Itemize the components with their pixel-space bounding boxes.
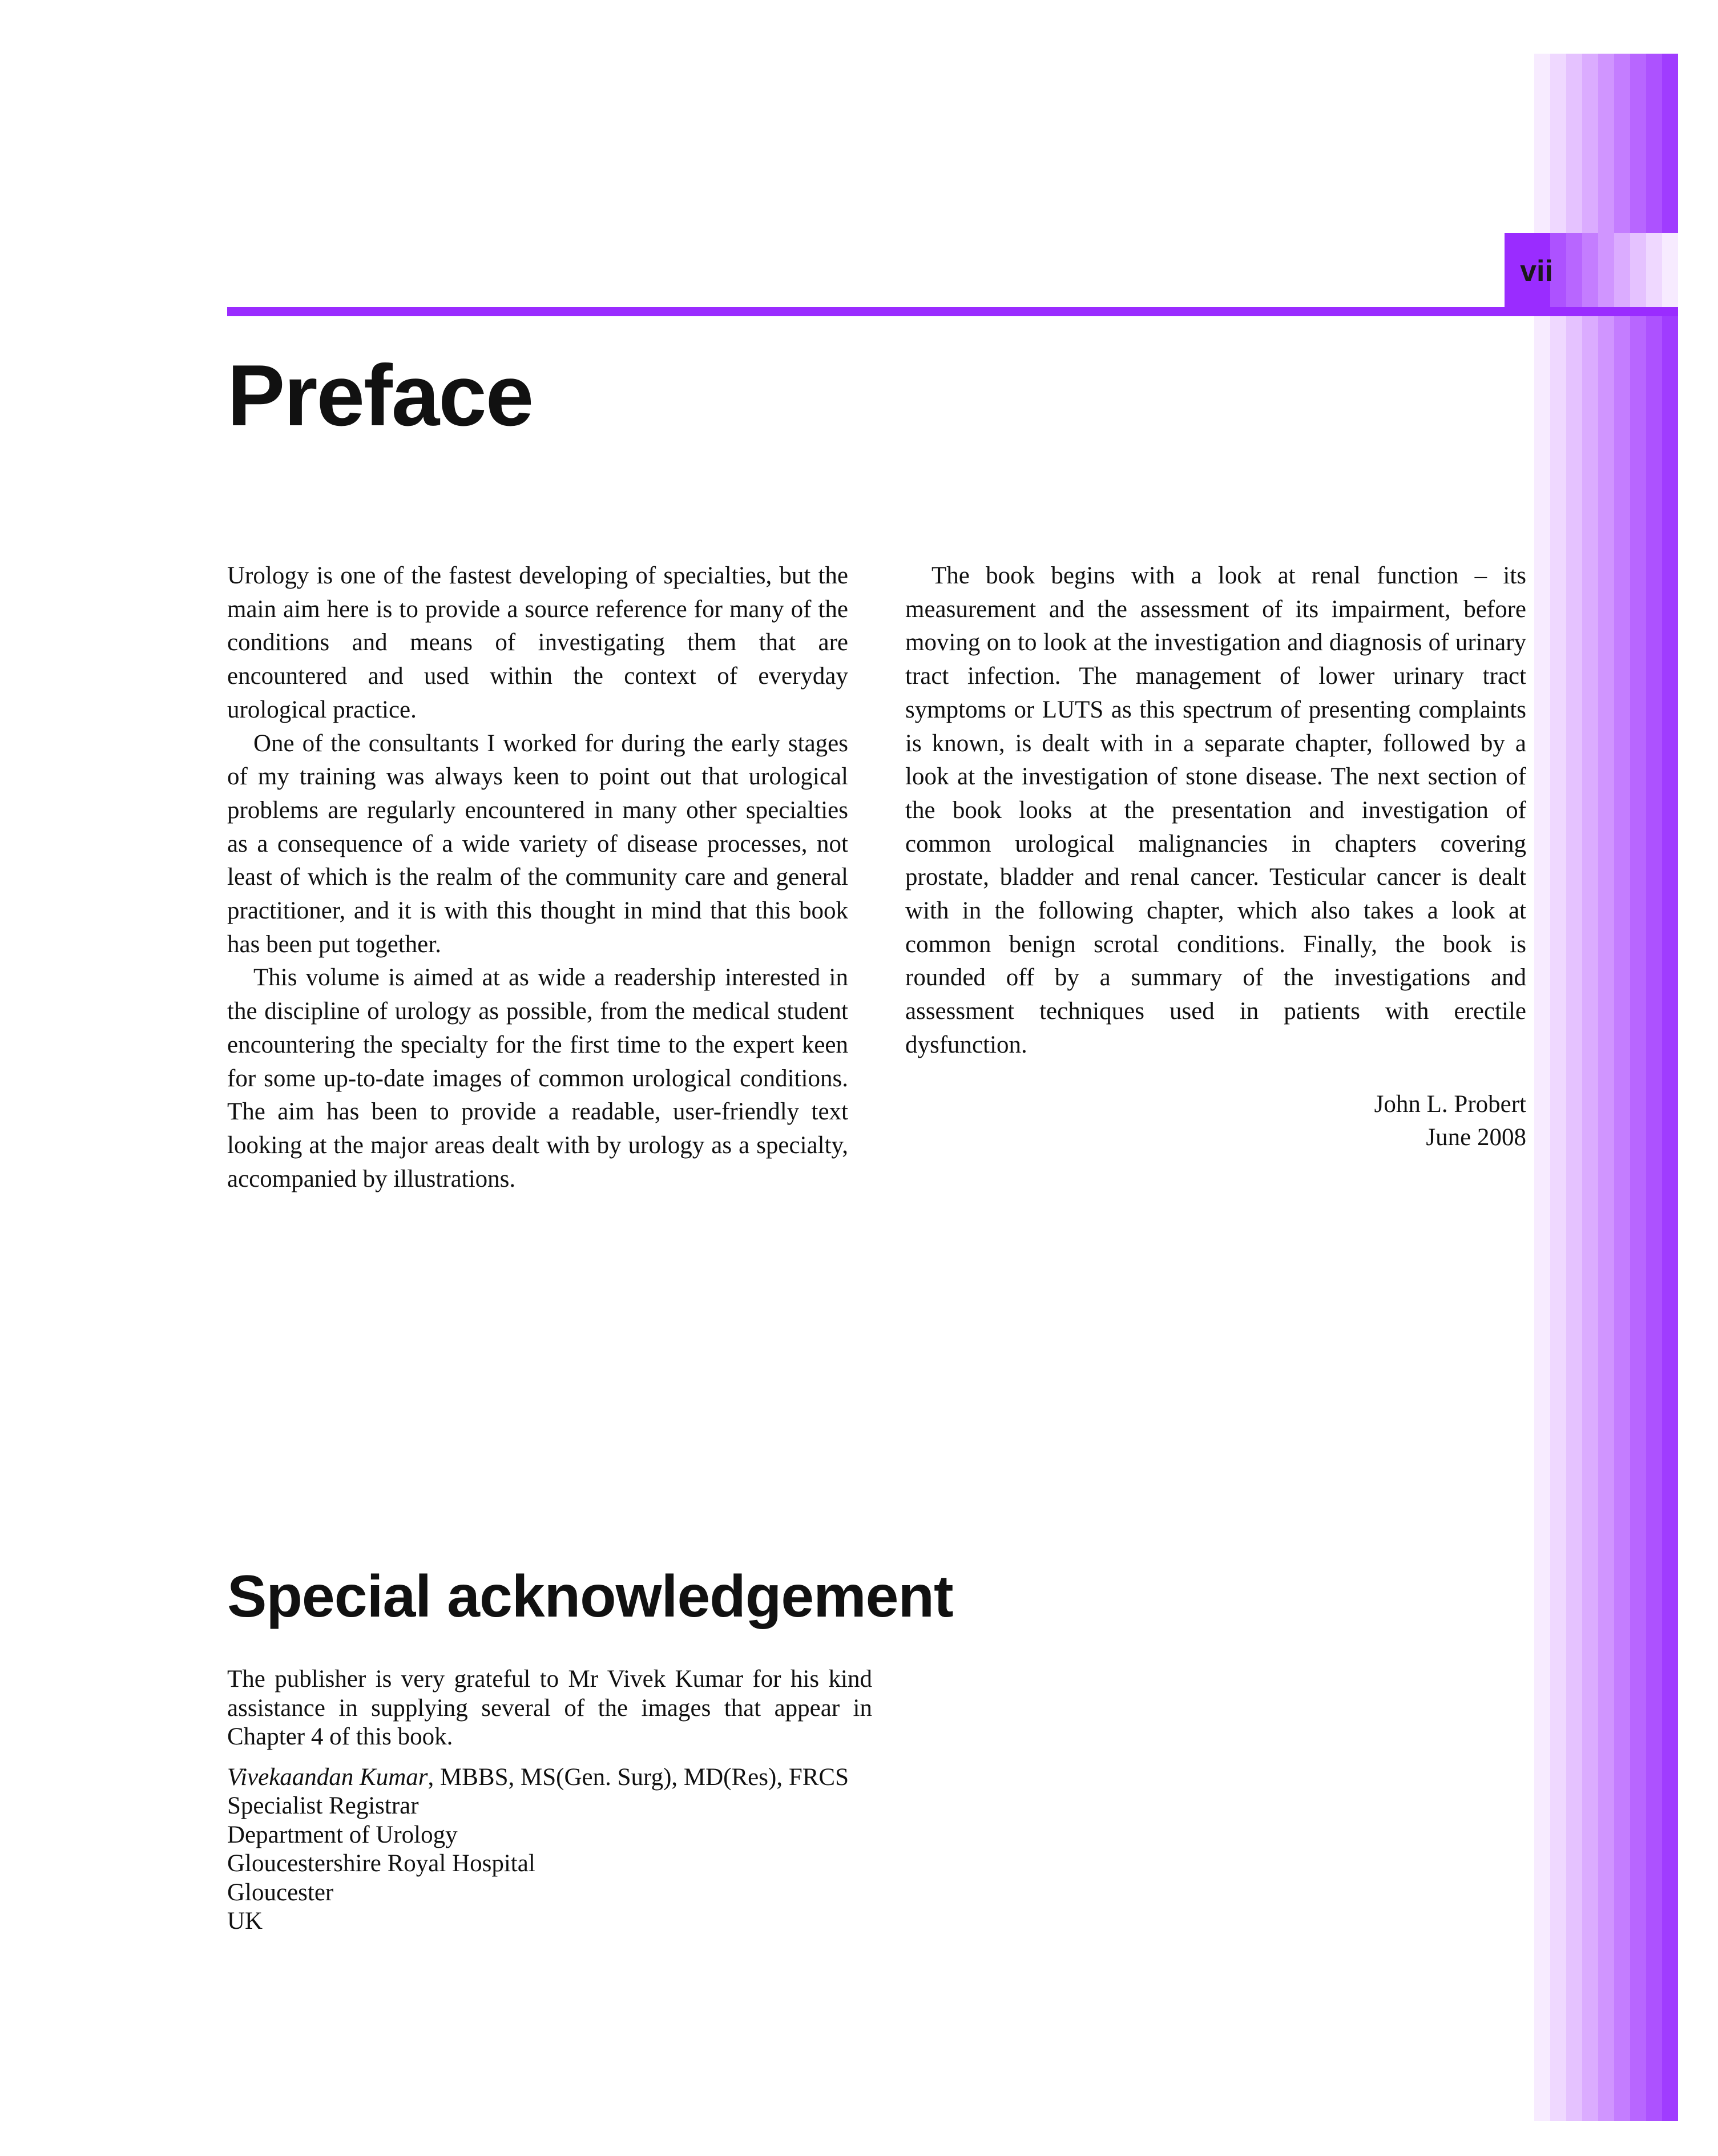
credit-role: Specialist Registrar [227, 1792, 419, 1819]
acknowledgement-credit [227, 1763, 872, 1936]
preface-paragraph: This volume is aimed at as wide a readership interested in the discipline of urology as possible, from the medical student encountering the specialty for the first time to the expert keen for some up-to-date images of common urological conditions. The aim has been to provide a readable, user-friendly text looking at the major areas dealt with by urology as a specialty, accompanied by illustrations. [227, 964, 848, 1192]
credit-qualifications: , MBBS, MS(Gen. Surg), MD(Res), FRCS [428, 1763, 849, 1791]
page-title: Preface [227, 347, 533, 444]
acknowledgement-title: Special acknowledgement [227, 1563, 953, 1630]
signature-author: John L. Probert [1374, 1090, 1526, 1118]
credit-city: Gloucester [227, 1879, 334, 1906]
preface-paragraph: Urology is one of the fastest developing of specialties, but the main aim here is to provide a source reference for many of the conditions and means of investigating them that are encountered and used within the context of everyday urological practice. [227, 562, 848, 723]
credit-hospital: Gloucestershire Royal Hospital [227, 1850, 535, 1877]
header-rule [227, 307, 1678, 316]
credit-country: UK [227, 1908, 263, 1935]
preface-paragraph: The book begins with a look at renal function – its measurement and the assessment of its impairment, before moving on to look at the investigation and diagnosis of urinary tract infection. The management of lower urinary tract symptoms or LUTS as this spectrum of presenting complaints is known, is dealt with in a separate chapter, followed by a look at the investigation of stone disease. The next section of the book looks at the presentation and investigation of common urological malignancies in chapters covering prostate, bladder and renal cancer. Testicular cancer is dealt with in the following chapter, which also takes a look at common benign scrotal conditions. Finally, the book is rounded off by a summary of the investigations and assessment techniques used in patients with erectile dysfunction. [905, 562, 1526, 1058]
decorative-side-strip [1534, 54, 1678, 2121]
credit-department: Department of Urology [227, 1821, 458, 1848]
acknowledgement-section [227, 1665, 872, 1936]
preface-right-column [905, 559, 1526, 1155]
signature-date: June 2008 [1426, 1124, 1526, 1151]
credit-name: Vivekaandan Kumar [227, 1763, 428, 1791]
acknowledgement-text: The publisher is very grateful to Mr Vivek Kumar for his kind assistance in supplying several of the images that appear in Chapter 4 of this book. [227, 1666, 872, 1750]
preface-left-column [227, 559, 848, 1196]
preface-signature [905, 1088, 1526, 1155]
credit-name-line [227, 1763, 872, 1792]
page-number: vii [1520, 255, 1553, 288]
preface-paragraph: One of the consultants I worked for during the early stages of my training was always keen to point out that urological problems are regularly encountered in many other specialties as a consequence of a wide variety of disease processes, not least of which is the realm of the community care and general practitioner, and it is with this thought in mind that this book has been put together. [227, 730, 848, 958]
